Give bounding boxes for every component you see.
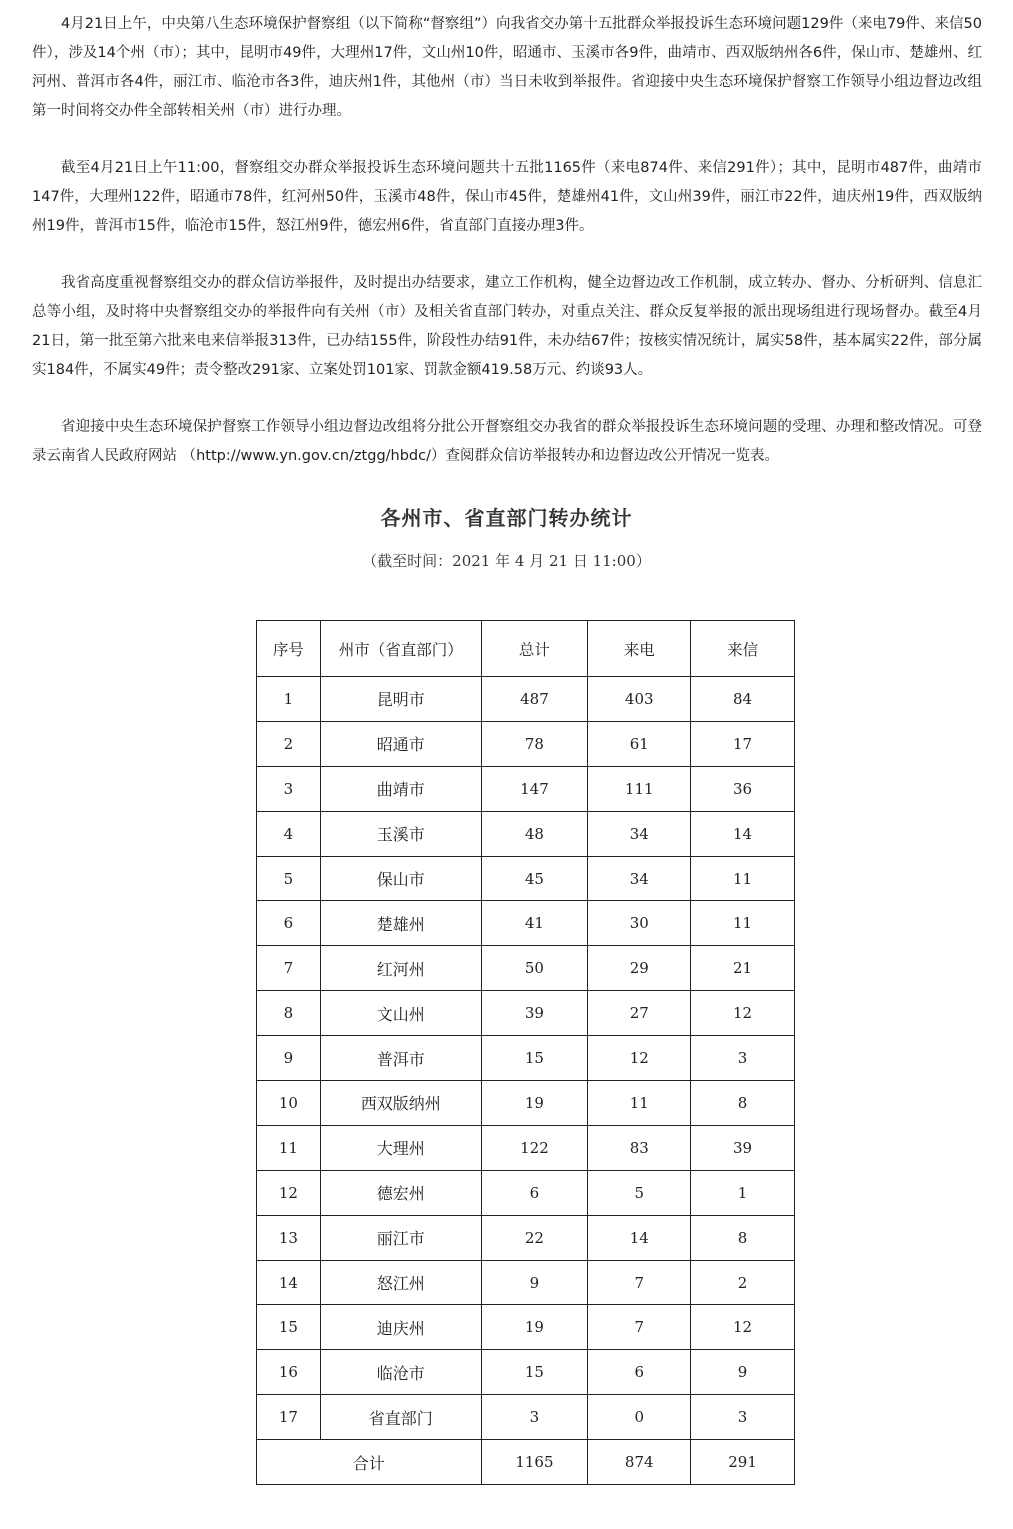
row-index: 15: [257, 1305, 321, 1350]
row-region: 曲靖市: [320, 766, 481, 811]
row-total: 78: [481, 721, 588, 766]
table-total-row: [257, 1440, 795, 1485]
row-region: 丽江市: [320, 1215, 481, 1260]
row-region: 怒江州: [320, 1260, 481, 1305]
row-letter: 9: [691, 1350, 795, 1395]
row-letter: 12: [691, 1305, 795, 1350]
row-total: 3: [481, 1395, 588, 1440]
table-row: [257, 946, 795, 991]
row-index: 5: [257, 856, 321, 901]
header-letter: 来信: [691, 621, 795, 677]
row-phone: 5: [588, 1170, 691, 1215]
row-total: 48: [481, 811, 588, 856]
header-index: 序号: [257, 621, 321, 677]
row-phone: 83: [588, 1125, 691, 1170]
row-region: 楚雄州: [320, 901, 481, 946]
table-row: [257, 991, 795, 1036]
table-row: [257, 766, 795, 811]
row-phone: 403: [588, 677, 691, 722]
row-total: 41: [481, 901, 588, 946]
row-index: 1: [257, 677, 321, 722]
row-letter: 11: [691, 901, 795, 946]
table-body: [257, 677, 795, 1485]
row-phone: 34: [588, 811, 691, 856]
total-sum: 1165: [481, 1440, 588, 1485]
total-phone: 874: [588, 1440, 691, 1485]
row-index: 11: [257, 1125, 321, 1170]
row-total: 15: [481, 1350, 588, 1395]
row-total: 6: [481, 1170, 588, 1215]
row-region: 普洱市: [320, 1036, 481, 1081]
table-row: [257, 1081, 795, 1126]
row-total: 39: [481, 991, 588, 1036]
table-row: [257, 1395, 795, 1440]
table-row: [257, 901, 795, 946]
row-region: 保山市: [320, 856, 481, 901]
row-letter: 39: [691, 1125, 795, 1170]
row-letter: 12: [691, 991, 795, 1036]
total-letter: 291: [691, 1440, 795, 1485]
row-phone: 7: [588, 1260, 691, 1305]
row-region: 玉溪市: [320, 811, 481, 856]
table-row: [257, 1170, 795, 1215]
row-total: 50: [481, 946, 588, 991]
row-phone: 30: [588, 901, 691, 946]
row-region: 昆明市: [320, 677, 481, 722]
row-total: 487: [481, 677, 588, 722]
row-total: 19: [481, 1081, 588, 1126]
article-body: [32, 10, 982, 499]
row-letter: 11: [691, 856, 795, 901]
row-phone: 34: [588, 856, 691, 901]
row-region: 红河州: [320, 946, 481, 991]
row-index: 8: [257, 991, 321, 1036]
row-index: 13: [257, 1215, 321, 1260]
row-phone: 7: [588, 1305, 691, 1350]
row-letter: 36: [691, 766, 795, 811]
paragraph-1: 4月21日上午，中央第八生态环境保护督察组（以下简称“督察组”）向我省交办第十五批群众举报投诉生态环境问题129件（来电79件、来信50件），涉及14个州（市）；其中，昆明市49件，大理州17件，文山州10件，昭通市、玉溪市各9件，曲靖市、西双版纳州各6件，保山市、楚雄州、红河州、普洱市各4件，丽江市、临沧市各3件，迪庆州1件，其他州（市）当日未收到举报件。省迎接中央生态环境保护督察工作领导小组边督边改组第一时间将交办件全部转相关州（市）进行办理。: [32, 16, 982, 119]
row-letter: 3: [691, 1036, 795, 1081]
row-total: 22: [481, 1215, 588, 1260]
row-letter: 14: [691, 811, 795, 856]
row-letter: 21: [691, 946, 795, 991]
row-letter: 84: [691, 677, 795, 722]
row-letter: 2: [691, 1260, 795, 1305]
row-region: 昭通市: [320, 721, 481, 766]
row-total: 147: [481, 766, 588, 811]
row-phone: 0: [588, 1395, 691, 1440]
row-letter: 1: [691, 1170, 795, 1215]
header-phone: 来电: [588, 621, 691, 677]
row-index: 6: [257, 901, 321, 946]
paragraph-4: 省迎接中央生态环境保护督察工作领导小组边督边改组将分批公开督察组交办我省的群众举报投诉生态环境问题的受理、办理和整改情况。可登录云南省人民政府网站 （http://www.yn.gov.cn/ztgg/hbdc/）查阅群众信访举报转办和边督边改公开情况一览表。: [32, 419, 982, 464]
row-total: 45: [481, 856, 588, 901]
table-header-row: [257, 621, 795, 677]
table-row: [257, 1215, 795, 1260]
row-region: 大理州: [320, 1125, 481, 1170]
table-row: [257, 1305, 795, 1350]
table-row: [257, 1260, 795, 1305]
row-phone: 27: [588, 991, 691, 1036]
row-letter: 8: [691, 1215, 795, 1260]
row-phone: 6: [588, 1350, 691, 1395]
row-letter: 3: [691, 1395, 795, 1440]
row-index: 14: [257, 1260, 321, 1305]
row-total: 15: [481, 1036, 588, 1081]
table-title: 各州市、省直部门转办统计: [380, 506, 633, 530]
row-index: 2: [257, 721, 321, 766]
row-phone: 14: [588, 1215, 691, 1260]
total-label: 合计: [257, 1440, 482, 1485]
row-index: 17: [257, 1395, 321, 1440]
row-total: 19: [481, 1305, 588, 1350]
row-phone: 12: [588, 1036, 691, 1081]
row-index: 3: [257, 766, 321, 811]
row-letter: 17: [691, 721, 795, 766]
row-phone: 61: [588, 721, 691, 766]
table-row: [257, 677, 795, 722]
table-row: [257, 856, 795, 901]
statistics-table: [256, 620, 795, 1485]
row-region: 西双版纳州: [320, 1081, 481, 1126]
row-region: 临沧市: [320, 1350, 481, 1395]
row-index: 16: [257, 1350, 321, 1395]
row-index: 4: [257, 811, 321, 856]
header-region: 州市（省直部门）: [320, 621, 481, 677]
header-total: 总计: [481, 621, 588, 677]
row-region: 文山州: [320, 991, 481, 1036]
row-phone: 111: [588, 766, 691, 811]
row-index: 10: [257, 1081, 321, 1126]
table-row: [257, 1036, 795, 1081]
paragraph-3: 我省高度重视督察组交办的群众信访举报件，及时提出办结要求，建立工作机构，健全边督边改工作机制，成立转办、督办、分析研判、信息汇总等小组，及时将中央督察组交办的举报件向有关州（市）及相关省直部门转办，对重点关注、群众反复举报的派出现场组进行现场督办。截至4月21日，第一批至第六批来电来信举报313件，已办结155件，阶段性办结91件，未办结67件；按核实情况统计，属实58件，基本属实22件，部分属实184件，不属实49件；责令整改291家、立案处罚101家、罚款金额419.58万元、约谈93人。: [32, 275, 982, 378]
table-row: [257, 1125, 795, 1170]
paragraph-2: 截至4月21日上午11:00，督察组交办群众举报投诉生态环境问题共十五批1165件（来电874件、来信291件）；其中，昆明市487件，曲靖市147件，大理州122件，昭通市78件，红河州50件，玉溪市48件，保山市45件，楚雄州41件，文山州39件，丽江市22件，迪庆州19件，西双版纳州19件，普洱市15件，临沧市15件，怒江州9件，德宏州6件，省直部门直接办理3件。: [32, 160, 982, 234]
row-phone: 29: [588, 946, 691, 991]
row-letter: 8: [691, 1081, 795, 1126]
row-total: 9: [481, 1260, 588, 1305]
table-row: [257, 811, 795, 856]
table-subtitle: （截至时间：2021 年 4 月 21 日 11:00）: [362, 552, 651, 570]
row-index: 7: [257, 946, 321, 991]
row-phone: 11: [588, 1081, 691, 1126]
row-region: 德宏州: [320, 1170, 481, 1215]
table-row: [257, 1350, 795, 1395]
table-row: [257, 721, 795, 766]
row-region: 迪庆州: [320, 1305, 481, 1350]
row-total: 122: [481, 1125, 588, 1170]
row-region: 省直部门: [320, 1395, 481, 1440]
row-index: 9: [257, 1036, 321, 1081]
row-index: 12: [257, 1170, 321, 1215]
